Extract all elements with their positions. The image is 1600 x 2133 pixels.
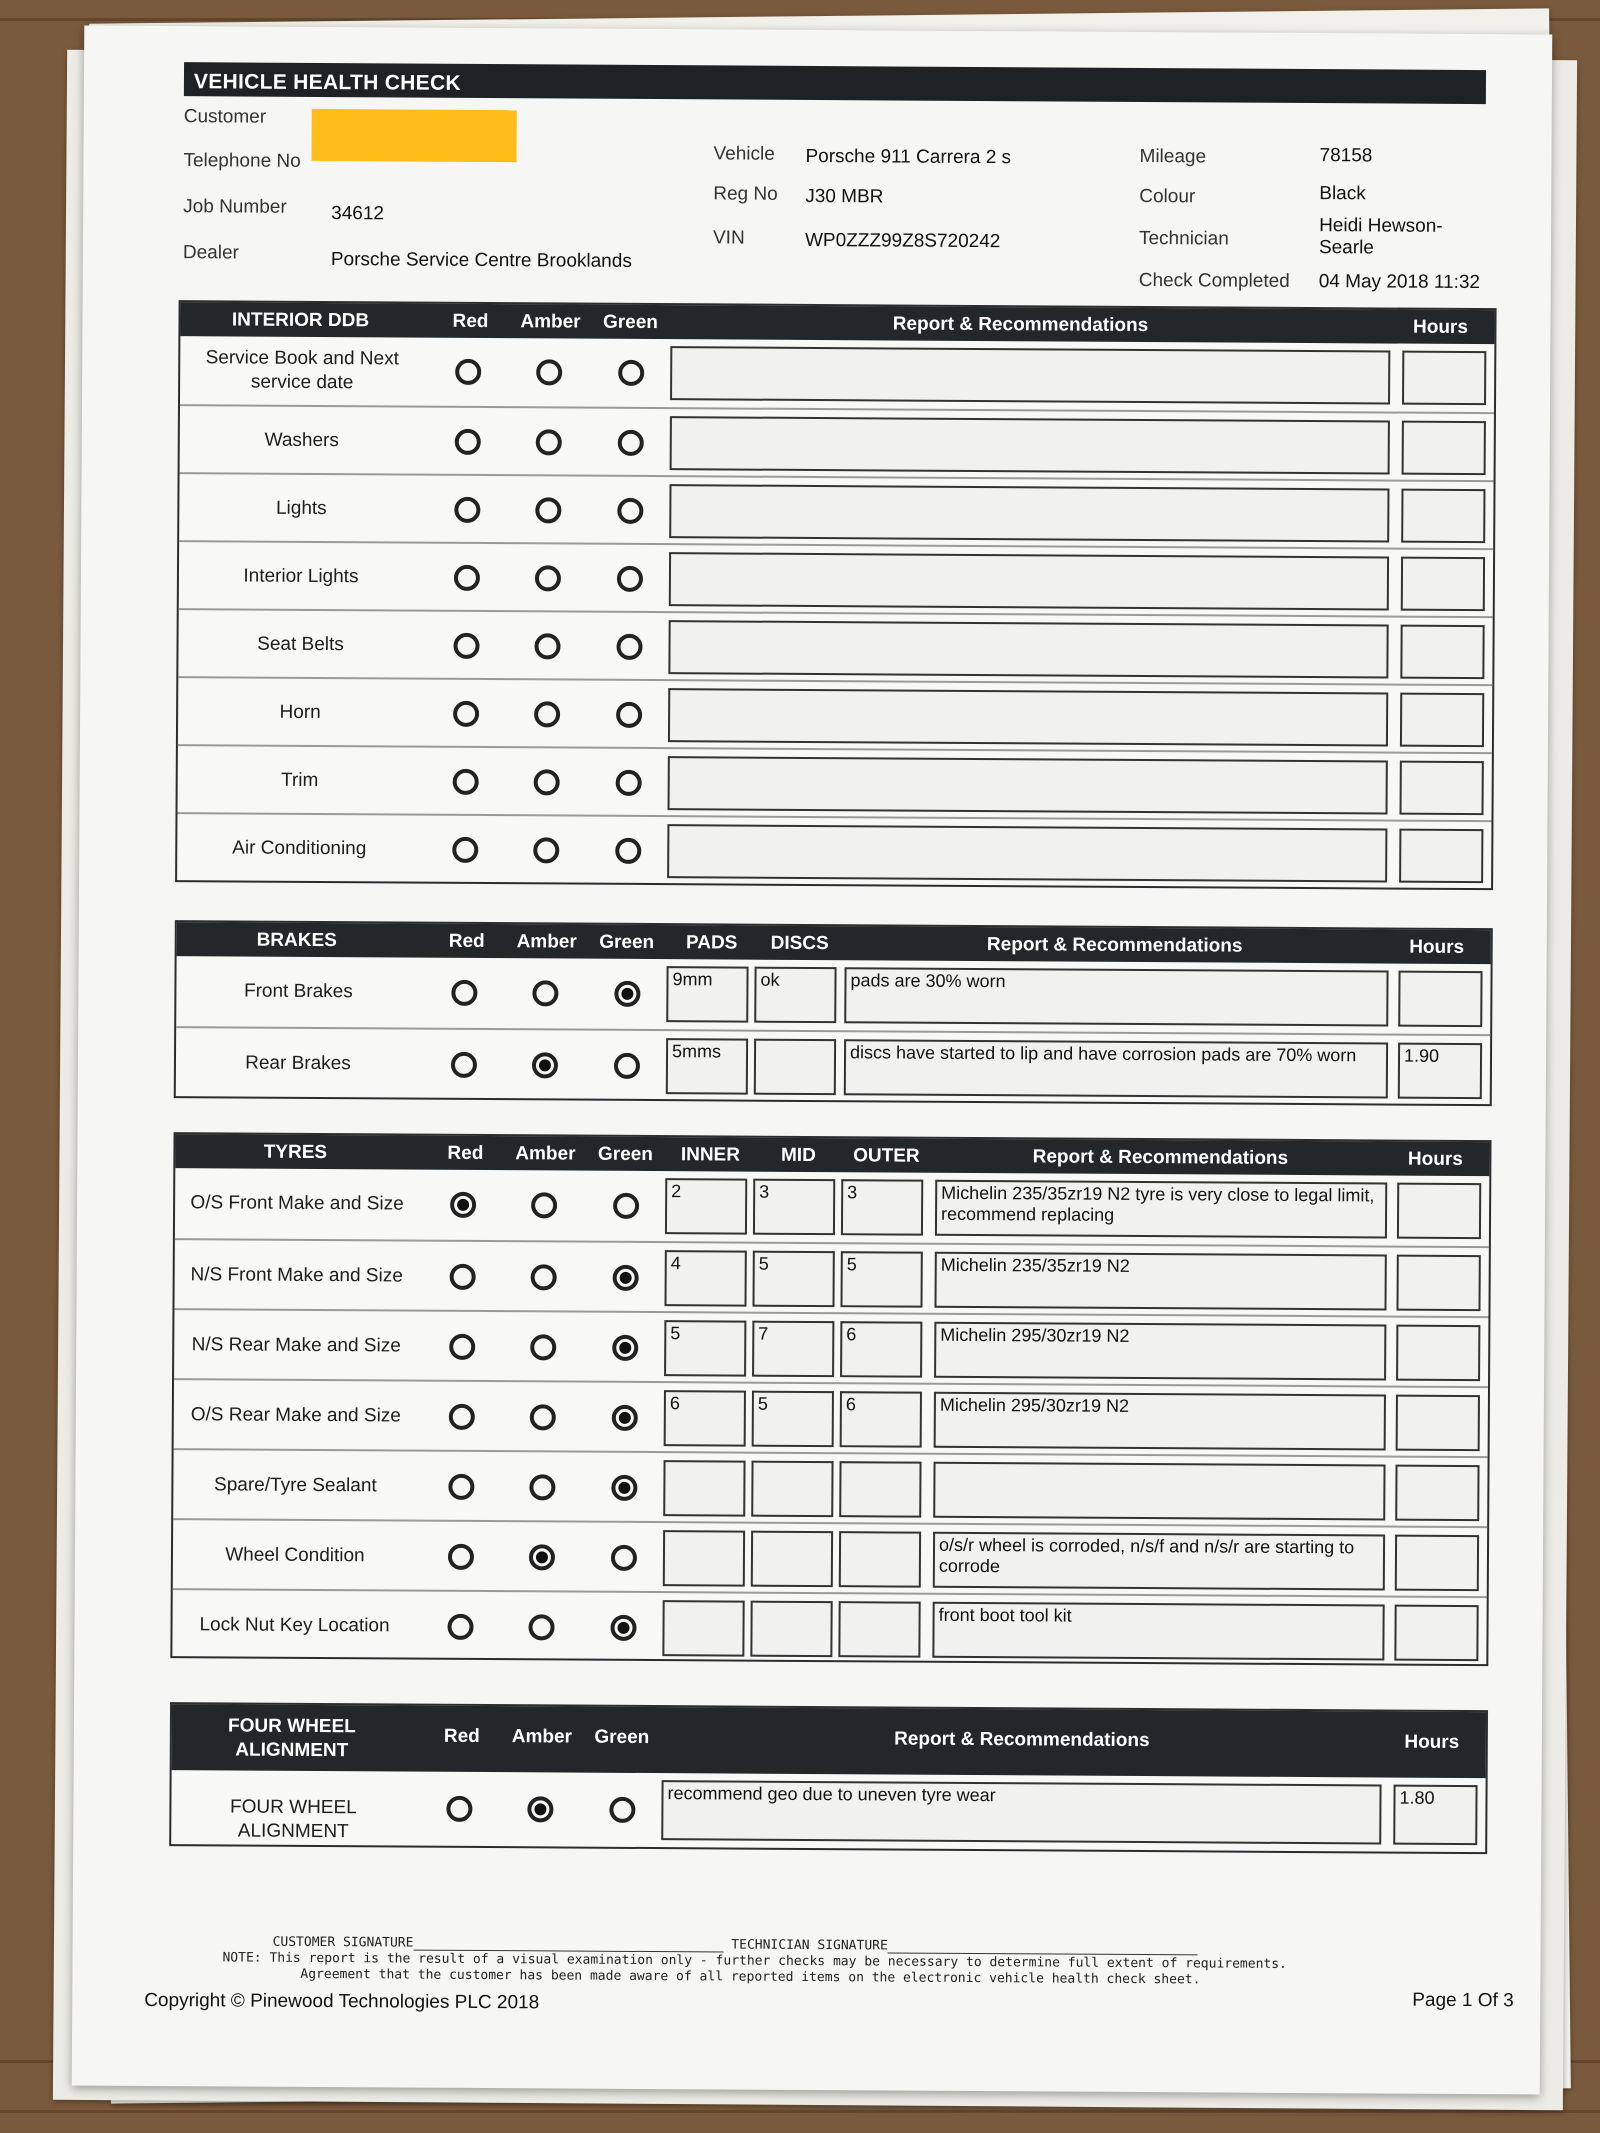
row-label: Lights (275, 497, 327, 520)
green-status-radio[interactable] (615, 838, 641, 864)
red-status-radio[interactable] (449, 1334, 475, 1360)
red-status-radio[interactable] (447, 1614, 473, 1640)
amber-status-radio[interactable] (530, 1404, 556, 1430)
report-field[interactable]: Michelin 295/30zr19 N2 (934, 1392, 1386, 1451)
dealer-label: Dealer (182, 242, 239, 264)
customer-signature-label: CUSTOMER SIGNATURE (272, 1934, 414, 1951)
red-header: Red (447, 1142, 484, 1164)
mid-tread-field[interactable]: 5 (752, 1391, 834, 1447)
report-field[interactable] (668, 756, 1388, 814)
report-header: Report & Recommendations (986, 934, 1243, 957)
mid-tread-field[interactable]: 3 (753, 1179, 835, 1235)
form-title: VEHICLE HEALTH CHECK (184, 62, 1486, 104)
customer-signature-field[interactable] (413, 1938, 723, 1953)
amber-status-radio[interactable] (536, 429, 562, 455)
copyright: Copyright © Pinewood Technologies PLC 2018 (144, 1989, 540, 2014)
green-header: Green (597, 1143, 653, 1166)
alignment-section (169, 1702, 1488, 1854)
report-field[interactable]: Michelin 295/30zr19 N2 (934, 1322, 1386, 1381)
interior-section (175, 300, 1497, 890)
vehicle-label: Vehicle (713, 143, 775, 165)
tyres-row (174, 1238, 1488, 1316)
outer-tread-field[interactable]: 5 (840, 1251, 922, 1307)
hours-field[interactable] (1396, 1325, 1480, 1382)
green-status-radio[interactable] (616, 770, 642, 796)
note-line-1: NOTE: This report is the result of a visual examination only - further checks may be necessary to determine full extent of requirements. (222, 1950, 1287, 1972)
health-check-sheet (72, 26, 1553, 2095)
green-header: Green (599, 931, 655, 954)
outer-header: OUTER (853, 1145, 920, 1167)
hours-field[interactable] (1395, 1535, 1479, 1592)
row-label: O/S Rear Make and Size (190, 1404, 401, 1427)
red-status-radio[interactable] (451, 1052, 477, 1078)
green-status-radio[interactable] (616, 702, 642, 728)
green-status-radio[interactable] (613, 1265, 639, 1291)
green-status-radio[interactable] (609, 1797, 635, 1823)
hours-field[interactable] (1401, 557, 1485, 612)
inner-tread-field[interactable]: 6 (664, 1390, 746, 1446)
hours-field[interactable] (1402, 421, 1486, 476)
report-field[interactable]: Michelin 235/35zr19 N2 (934, 1252, 1386, 1311)
mid-tread-field[interactable] (751, 1531, 833, 1587)
alignment-header (172, 1704, 1486, 1778)
inner-tread-field[interactable] (662, 1600, 744, 1656)
colour-label: Colour (1139, 185, 1196, 208)
red-status-radio[interactable] (448, 1474, 474, 1500)
amber-status-radio[interactable] (531, 1264, 557, 1290)
red-status-radio[interactable] (455, 429, 481, 455)
hours-field[interactable] (1400, 693, 1484, 748)
hours-field[interactable] (1398, 971, 1482, 1028)
hours-header: Hours (1412, 316, 1469, 338)
mid-tread-field[interactable]: 7 (752, 1321, 834, 1377)
amber-status-radio[interactable] (529, 1474, 555, 1500)
tyres-row (175, 1168, 1489, 1246)
green-status-radio[interactable] (612, 1335, 638, 1361)
hours-header: Hours (1404, 1731, 1460, 1753)
red-status-radio[interactable] (454, 565, 480, 591)
job-number-label: Job Number (183, 196, 287, 218)
interior-row (179, 540, 1493, 616)
tyres-row (173, 1448, 1487, 1526)
green-header: Green (594, 1726, 650, 1749)
report-field[interactable] (667, 824, 1387, 882)
row-label: Air Conditioning (232, 837, 367, 860)
red-status-radio[interactable] (450, 1264, 476, 1290)
amber-status-radio[interactable] (529, 1544, 555, 1570)
hours-field[interactable] (1399, 829, 1483, 884)
outer-tread-field[interactable]: 3 (841, 1179, 923, 1235)
amber-status-radio[interactable] (534, 701, 560, 727)
hours-field[interactable] (1394, 1605, 1478, 1662)
amber-header: Amber (511, 1726, 573, 1748)
green-status-radio[interactable] (617, 566, 643, 592)
row-label: Spare/Tyre Sealant (214, 1474, 377, 1497)
customer-redaction (311, 109, 516, 162)
red-header: Red (452, 310, 489, 333)
hours-header: Hours (1407, 1148, 1463, 1170)
amber-status-radio[interactable] (530, 1334, 556, 1360)
green-status-radio[interactable] (614, 981, 640, 1007)
report-field[interactable] (668, 620, 1388, 678)
pads-field[interactable]: 5mms (666, 1038, 748, 1094)
technician-value-line1: Heidi Hewson- (1319, 215, 1443, 237)
report-field[interactable]: pads are 30% worn (844, 967, 1388, 1026)
reg-no-value: J30 MBR (805, 185, 884, 208)
interior-row (179, 472, 1493, 548)
interior-title: INTERIOR DDB (231, 309, 370, 332)
green-status-radio[interactable] (618, 430, 644, 456)
mid-header: MID (780, 1144, 816, 1167)
inner-tread-field[interactable] (663, 1460, 745, 1516)
tyres-row (174, 1308, 1488, 1386)
red-status-radio[interactable] (453, 769, 479, 795)
green-status-radio[interactable] (614, 1053, 640, 1079)
amber-status-radio[interactable] (533, 837, 559, 863)
green-status-radio[interactable] (618, 360, 644, 386)
interior-row (178, 744, 1492, 820)
red-status-radio[interactable] (450, 1192, 476, 1218)
hours-field[interactable] (1400, 761, 1484, 816)
hours-field[interactable] (1397, 1183, 1481, 1240)
inner-tread-field[interactable]: 4 (664, 1250, 746, 1306)
mileage-label: Mileage (1139, 145, 1207, 168)
row-label: Wheel Condition (225, 1544, 365, 1567)
reg-no-label: Reg No (713, 183, 778, 205)
pads-header: PADS (685, 932, 738, 954)
amber-header: Amber (520, 311, 581, 333)
red-status-radio[interactable] (448, 1544, 474, 1570)
dealer-value: Porsche Service Centre Brooklands (330, 249, 632, 272)
green-status-radio[interactable] (611, 1475, 637, 1501)
red-header: Red (448, 930, 485, 952)
interior-row (178, 676, 1492, 752)
brakes-section (174, 920, 1493, 1106)
report-field[interactable] (668, 688, 1388, 746)
row-label: Lock Nut Key Location (199, 1614, 390, 1637)
outer-tread-field[interactable] (839, 1531, 921, 1587)
hours-field[interactable] (1396, 1255, 1480, 1312)
amber-status-radio[interactable] (532, 1052, 558, 1078)
alignment-row (171, 1770, 1485, 1852)
amber-status-radio[interactable] (534, 633, 560, 659)
amber-header: Amber (515, 1143, 576, 1165)
red-status-radio[interactable] (451, 980, 477, 1006)
alignment-title: FOUR WHEEL ALIGNMENT (227, 1715, 356, 1762)
green-status-radio[interactable] (610, 1615, 636, 1641)
row-label: FOUR WHEEL ALIGNMENT (230, 1796, 357, 1843)
interior-row (180, 336, 1494, 412)
report-header: Report & Recommendations (894, 1728, 1150, 1752)
hours-field[interactable] (1402, 351, 1486, 406)
amber-status-radio[interactable] (532, 980, 558, 1006)
report-field[interactable] (669, 552, 1389, 610)
row-label: Seat Belts (257, 633, 344, 656)
amber-status-radio[interactable] (531, 1192, 557, 1218)
amber-status-radio[interactable] (534, 769, 560, 795)
green-status-radio[interactable] (612, 1405, 638, 1431)
tyres-section (170, 1132, 1491, 1666)
technician-signature-label: TECHNICIAN SIGNATURE (731, 1937, 888, 1954)
technician-label: Technician (1138, 227, 1229, 250)
hours-field[interactable] (1396, 1395, 1480, 1452)
hours-field[interactable] (1395, 1465, 1479, 1522)
technician-value-line2: Searle (1318, 237, 1374, 259)
colour-value: Black (1319, 183, 1366, 205)
row-label: Trim (280, 769, 319, 791)
report-header: Report & Recommendations (892, 313, 1149, 337)
note-line-2: Agreement that the customer has been made aware of all reported items on the electronic vehicle health check sheet. (300, 1966, 1201, 1988)
row-label: O/S Front Make and Size (190, 1192, 404, 1215)
vehicle-value: Porsche 911 Carrera 2 s (805, 145, 1012, 169)
red-status-radio[interactable] (453, 633, 479, 659)
row-label: N/S Front Make and Size (190, 1264, 403, 1287)
telephone-label: Telephone No (183, 150, 301, 172)
mileage-value: 78158 (1319, 145, 1373, 167)
discs-field[interactable]: ok (754, 967, 836, 1023)
amber-status-radio[interactable] (528, 1614, 554, 1640)
report-field[interactable]: discs have started to lip and have corrosion pads are 70% worn (844, 1039, 1388, 1098)
hours-field[interactable] (1400, 625, 1484, 680)
interior-row (178, 608, 1492, 684)
row-label: Interior Lights (243, 565, 359, 588)
green-status-radio[interactable] (616, 634, 642, 660)
report-field[interactable] (670, 346, 1390, 404)
check-completed-value: 04 May 2018 11:32 (1318, 271, 1481, 294)
inner-tread-field[interactable] (663, 1530, 745, 1586)
brakes-row (176, 1026, 1490, 1104)
hours-field[interactable]: 1.90 (1398, 1043, 1482, 1100)
report-field[interactable]: front boot tool kit (932, 1602, 1384, 1661)
report-field[interactable] (933, 1462, 1385, 1521)
report-field[interactable]: recommend geo due to uneven tyre wear (661, 1780, 1381, 1844)
amber-status-radio[interactable] (535, 497, 561, 523)
tyres-row (173, 1518, 1487, 1596)
pads-field[interactable]: 9mm (666, 966, 748, 1022)
discs-field[interactable] (754, 1039, 836, 1095)
vin-value: WP0ZZZ99Z8S720242 (804, 229, 1001, 253)
outer-tread-field[interactable]: 6 (840, 1391, 922, 1447)
row-label: N/S Rear Make and Size (191, 1334, 401, 1357)
row-label: Rear Brakes (245, 1052, 351, 1075)
row-label: Service Book and Next service date (205, 347, 399, 394)
brakes-title: BRAKES (256, 929, 337, 952)
tyres-row (174, 1378, 1488, 1456)
outer-tread-field[interactable] (839, 1461, 921, 1517)
amber-status-radio[interactable] (536, 359, 562, 385)
green-header: Green (602, 311, 659, 334)
report-header: Report & Recommendations (1032, 1146, 1289, 1169)
page-number: Page 1 Of 3 (1412, 1989, 1514, 2012)
interior-row (177, 812, 1491, 888)
green-status-radio[interactable] (617, 498, 643, 524)
tyres-row (172, 1588, 1486, 1666)
hours-field[interactable] (1401, 489, 1485, 544)
row-label: Horn (279, 701, 321, 723)
outer-tread-field[interactable]: 6 (840, 1321, 922, 1377)
red-status-radio[interactable] (453, 701, 479, 727)
report-field[interactable]: Michelin 235/35zr19 N2 tyre is very close to legal limit, recommend replacing (935, 1180, 1387, 1239)
red-status-radio[interactable] (452, 837, 478, 863)
amber-status-radio[interactable] (527, 1796, 553, 1822)
vin-label: VIN (712, 227, 745, 249)
green-status-radio[interactable] (611, 1545, 637, 1571)
report-field[interactable] (670, 416, 1390, 474)
interior-row (180, 404, 1494, 480)
amber-status-radio[interactable] (535, 565, 561, 591)
inner-tread-field[interactable]: 5 (664, 1320, 746, 1376)
mid-tread-field[interactable] (751, 1461, 833, 1517)
mid-tread-field[interactable]: 5 (752, 1251, 834, 1307)
brakes-row (176, 956, 1490, 1034)
hours-header: Hours (1409, 936, 1465, 958)
technician-signature-field[interactable] (888, 1940, 1198, 1955)
red-status-radio[interactable] (455, 359, 481, 385)
red-status-radio[interactable] (449, 1404, 475, 1430)
row-label: Washers (264, 429, 339, 452)
green-status-radio[interactable] (613, 1193, 639, 1219)
amber-header: Amber (516, 931, 577, 953)
check-completed-label: Check Completed (1138, 269, 1290, 292)
red-status-radio[interactable] (446, 1796, 472, 1822)
job-number-value: 34612 (331, 203, 385, 225)
customer-label: Customer (183, 106, 267, 128)
mid-tread-field[interactable] (750, 1601, 832, 1657)
red-header: Red (443, 1725, 480, 1747)
inner-tread-field[interactable]: 2 (665, 1178, 747, 1234)
row-label: Front Brakes (243, 980, 353, 1003)
report-field[interactable]: o/s/r wheel is corroded, n/s/f and n/s/r are starting to corrode (933, 1532, 1385, 1591)
discs-header: DISCS (770, 932, 829, 955)
inner-header: INNER (680, 1144, 741, 1166)
report-field[interactable] (669, 484, 1389, 542)
tyres-title: TYRES (263, 1141, 328, 1164)
outer-tread-field[interactable] (838, 1601, 920, 1657)
red-status-radio[interactable] (454, 497, 480, 523)
hours-field[interactable]: 1.80 (1393, 1785, 1477, 1846)
